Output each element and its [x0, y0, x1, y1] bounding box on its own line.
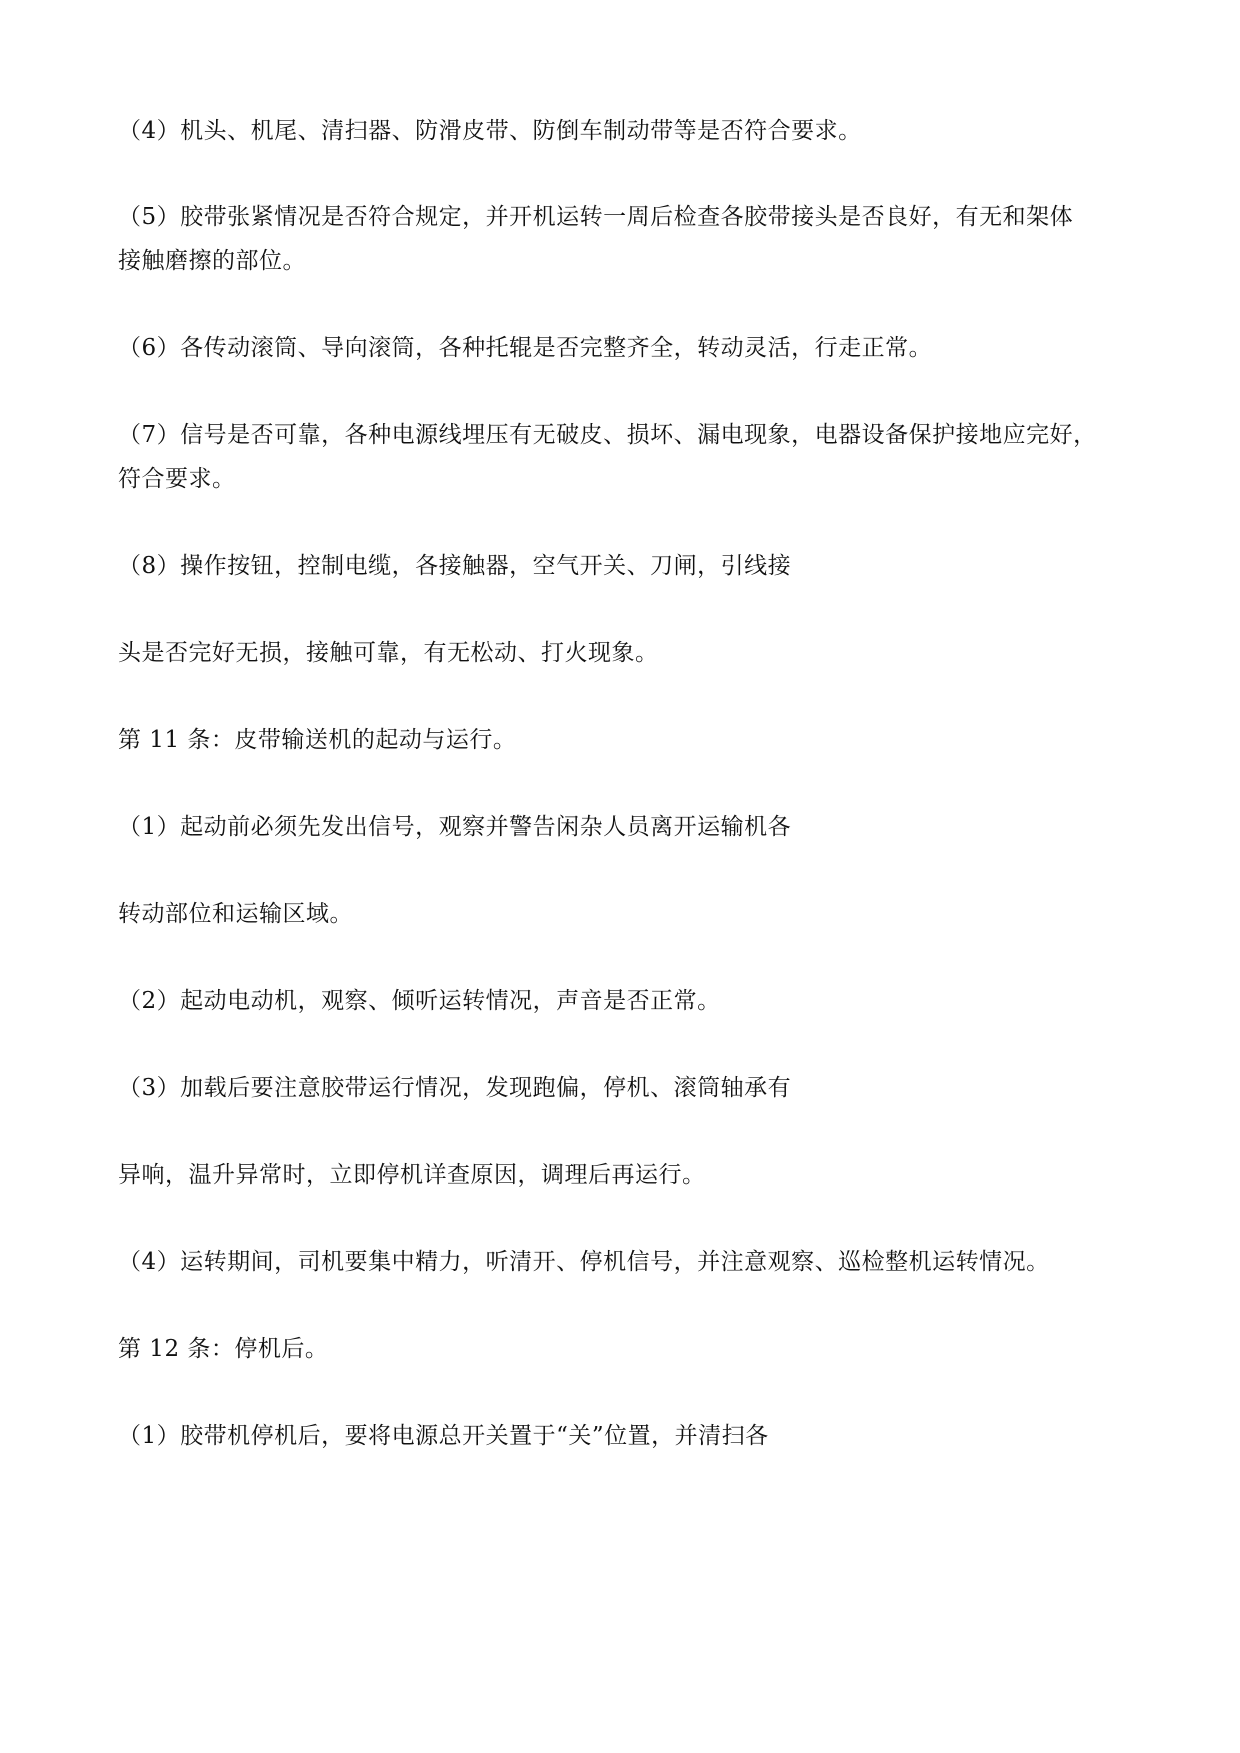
- text-line-item-7-continued: 符合要求。: [118, 466, 236, 492]
- text-line-item-5-continued: 接触磨擦的部位。: [118, 248, 306, 274]
- text-line-article-12-item-1: （1）胶带机停机后，要将电源总开关置于“关”位置，并清扫各: [118, 1423, 769, 1449]
- text-line-article-11-item-1: （1）起动前必须先发出信号，观察并警告闲杂人员离开运输机各: [118, 814, 792, 840]
- text-line-item-8-continued: 头是否完好无损，接触可靠，有无松动、打火现象。: [118, 640, 659, 666]
- text-line-item-8-buttons: （8）操作按钮，控制电缆，各接触器，空气开关、刀闸，引线接: [118, 553, 792, 579]
- text-line-article-11-item-3: （3）加载后要注意胶带运行情况，发现跑偏，停机、滚筒轴承有: [118, 1075, 792, 1101]
- text-line-item-7-signals: （7）信号是否可靠，各种电源线埋压有无破皮、损坏、漏电现象，电器设备保护接地应完好，: [118, 422, 1097, 448]
- text-line-article-11-item-4: （4）运转期间，司机要集中精力，听清开、停机信号，并注意观察、巡检整机运转情况。: [118, 1249, 1050, 1275]
- text-line-item-4-head-tail: （4）机头、机尾、清扫器、防滑皮带、防倒车制动带等是否符合要求。: [118, 118, 862, 144]
- text-line-article-11-item-3-continued: 异响，温升异常时，立即停机详查原因，调理后再运行。: [118, 1162, 706, 1188]
- text-line-item-5-belt-tension: （5）胶带张紧情况是否符合规定，并开机运转一周后检查各胶带接头是否良好，有无和架体: [118, 204, 1074, 230]
- section-heading-article-12: 第 12 条：停机后。: [118, 1336, 329, 1362]
- text-line-article-11-item-2: （2）起动电动机，观察、倾听运转情况，声音是否正常。: [118, 988, 721, 1014]
- section-heading-article-11: 第 11 条：皮带输送机的起动与运行。: [118, 727, 517, 753]
- text-line-article-11-item-1-continued: 转动部位和运输区域。: [118, 901, 353, 927]
- text-line-item-6-rollers: （6）各传动滚筒、导向滚筒，各种托辊是否完整齐全，转动灵活，行走正常。: [118, 335, 933, 361]
